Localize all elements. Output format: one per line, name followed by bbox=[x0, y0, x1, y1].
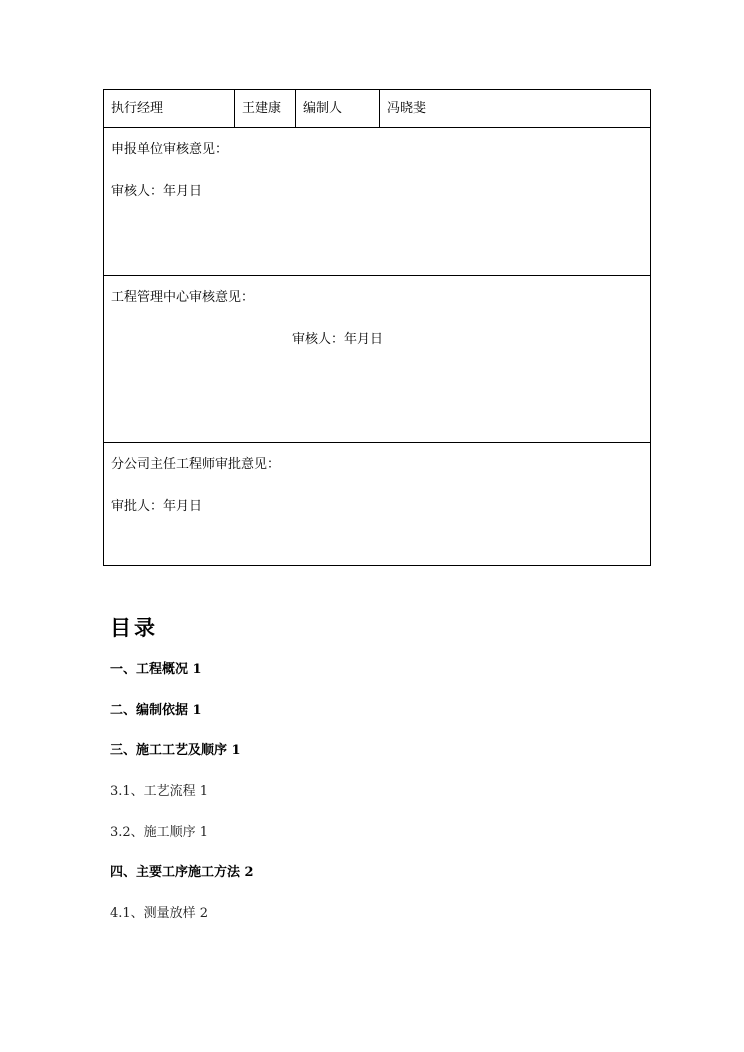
center-reviewer-line: 审核人：年月日 bbox=[292, 332, 384, 347]
author-label-cell bbox=[296, 90, 380, 128]
author-label: 编制人 bbox=[303, 100, 343, 116]
manager-value-cell bbox=[235, 90, 296, 128]
engineer-reviewer-line: 审批人：年月日 bbox=[111, 499, 203, 514]
center-opinion-title: 工程管理中心审核意见： bbox=[111, 290, 255, 305]
center-opinion-cell bbox=[104, 276, 651, 443]
approval-table bbox=[103, 89, 651, 566]
engineer-opinion-cell bbox=[104, 443, 651, 566]
author-value-cell bbox=[380, 90, 651, 128]
manager-label: 执行经理 bbox=[111, 100, 164, 116]
opinion-row-engineer bbox=[104, 443, 651, 566]
opinion-row-applicant bbox=[104, 128, 651, 276]
applicant-opinion-cell bbox=[104, 128, 651, 276]
toc-item-overview[interactable]: 一、工程概况 1 bbox=[110, 662, 202, 677]
toc-item-process-flow[interactable]: 3.1、工艺流程 1 bbox=[110, 784, 209, 799]
manager-value: 王建康 bbox=[242, 100, 282, 116]
header-row bbox=[104, 90, 651, 128]
toc-item-main-methods[interactable]: 四、主要工序施工方法 2 bbox=[110, 865, 254, 880]
toc-item-survey-setout[interactable]: 4.1、测量放样 2 bbox=[110, 906, 209, 921]
applicant-opinion-title: 申报单位审核意见： bbox=[111, 142, 229, 157]
toc-item-basis[interactable]: 二、编制依据 1 bbox=[110, 703, 202, 718]
author-value: 冯晓斐 bbox=[387, 100, 427, 116]
toc-item-process[interactable]: 三、施工工艺及顺序 1 bbox=[110, 743, 241, 758]
opinion-row-center bbox=[104, 276, 651, 443]
engineer-opinion-title: 分公司主任工程师审批意见： bbox=[111, 457, 281, 472]
applicant-reviewer-line: 审核人：年月日 bbox=[111, 184, 203, 199]
toc-title: 目录 bbox=[110, 615, 158, 640]
toc-item-construction-order[interactable]: 3.2、施工顺序 1 bbox=[110, 825, 209, 840]
manager-label-cell bbox=[104, 90, 235, 128]
